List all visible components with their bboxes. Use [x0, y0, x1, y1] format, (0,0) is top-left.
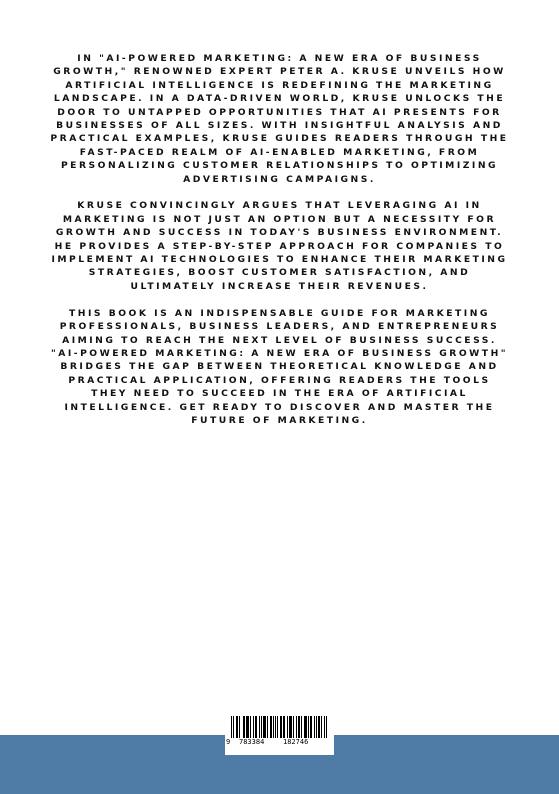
barcode-lead-digit: 9	[226, 738, 231, 746]
barcode-bar	[296, 716, 297, 738]
isbn-barcode	[225, 713, 334, 755]
barcode-bar	[289, 716, 290, 738]
barcode-bar	[244, 716, 245, 738]
barcode-bar	[290, 716, 291, 738]
barcode-bar	[324, 716, 325, 738]
barcode-bar	[298, 716, 299, 738]
barcode-bar	[264, 716, 265, 738]
description-paragraph-2: KRUSE CONVINCINGLY ARGUES THAT LEVERAGING AI IN MARKETING IS NOT JUST AN OPTION BUT A NECESSITY FOR GROWTH AND SUCCESS IN TODAY'S BUSINESS ENVIRONMENT. HE PROVIDES A STEP-BY-STEP APPROACH FOR COMPANIES TO IMPLEMENT AI TECHNOLOGIES TO ENHANCE THEIR MARKETING STRATEGIES, BOOST CUSTOMER SATISFACTION, AND ULTIMATELY INCREASE THEIR REVENUES.	[51, 200, 508, 292]
barcode-bar	[284, 716, 285, 738]
barcode-bar	[233, 716, 234, 738]
barcode-bar	[316, 716, 317, 738]
barcode-bar	[314, 716, 315, 738]
barcode-digits	[225, 738, 334, 750]
barcode-bar	[275, 716, 276, 738]
barcode-bar	[311, 716, 312, 738]
barcode-bar	[310, 716, 311, 738]
barcode-bar	[248, 716, 249, 738]
barcode-bar	[293, 716, 294, 738]
barcode-bar	[318, 716, 319, 738]
description-paragraph-1: IN "AI-POWERED MARKETING: A NEW ERA OF BUSINESS GROWTH," RENOWNED EXPERT PETER A. KRUSE UNVEILS HOW ARTIFICIAL INTELLIGENCE IS REDEFINING THE MARKETING LANDSCAPE. IN A DATA-DRIVEN WORLD, KRUSE UNLOCKS THE DOOR TO UNTAPPED OPPORTUNITIES THAT AI PRESENTS FOR BUSINESSES OF ALL SIZES. WITH INSIGHTFUL ANALYSIS AND PRACTICAL EXAMPLES, KRUSE GUIDES READERS THROUGH THE FAST-PACED REALM OF AI-ENABLED MARKETING, FROM PERSONALIZING CUSTOMER RELATIONSHIPS TO OPTIMIZING ADVERTISING CAMPAIGNS.	[50, 53, 509, 185]
barcode-bar	[261, 716, 262, 738]
barcode-bar	[263, 716, 264, 738]
barcode-right-group: 182746	[283, 738, 309, 746]
barcode-bar	[287, 716, 288, 738]
barcode-bar	[239, 716, 240, 738]
barcode-left-group: 783384	[239, 738, 265, 746]
barcode-bar	[321, 716, 322, 738]
barcode-bar	[273, 716, 274, 738]
barcode-bar	[243, 716, 244, 738]
barcode-bar	[326, 716, 327, 738]
barcode-bar	[281, 716, 282, 738]
barcode-bar	[277, 716, 278, 738]
barcode-bar	[246, 716, 247, 738]
barcode-bar	[301, 716, 302, 738]
barcode-bar	[270, 716, 271, 738]
barcode-bar	[256, 716, 257, 738]
barcode-bar	[319, 716, 320, 738]
barcode-bar	[299, 716, 300, 738]
barcode-bar	[306, 716, 307, 738]
barcode-bar	[308, 716, 309, 738]
barcode-bar	[247, 716, 248, 738]
barcode-bar	[259, 716, 260, 738]
barcode-bar	[231, 716, 232, 738]
barcode-bar	[250, 716, 251, 738]
barcode-bar	[265, 716, 266, 738]
barcode-bar	[283, 716, 284, 738]
barcode-bar	[237, 716, 238, 738]
barcode-bar	[236, 716, 237, 738]
barcode-bar	[271, 716, 272, 738]
barcode-bar	[291, 716, 292, 738]
barcode-bar	[255, 716, 256, 738]
barcode-bar	[253, 716, 254, 738]
barcode-bar	[304, 716, 305, 738]
barcode-bar	[305, 716, 306, 738]
barcode-bar	[267, 716, 268, 738]
barcode-bar	[280, 716, 281, 738]
barcode-bars-icon	[231, 716, 328, 738]
description-paragraph-3: THIS BOOK IS AN INDISPENSABLE GUIDE FOR MARKETING PROFESSIONALS, BUSINESS LEADERS, AND ENTREPRENEURS AIMING TO REACH THE NEXT LEVEL OF BUSINESS SUCCESS. "AI-POWERED MARKETING: A NEW ERA OF BUSINESS GROWTH" BRIDGES THE GAP BETWEEN THEORETICAL KNOWLEDGE AND PRACTICAL APPLICATION, OFFERING READERS THE TOOLS THEY NEED TO SUCCEED IN THE ERA OF ARTIFICIAL INTELLIGENCE. GET READY TO DISCOVER AND MASTER THE FUTURE OF MARKETING.	[50, 307, 509, 426]
book-description	[50, 52, 509, 441]
